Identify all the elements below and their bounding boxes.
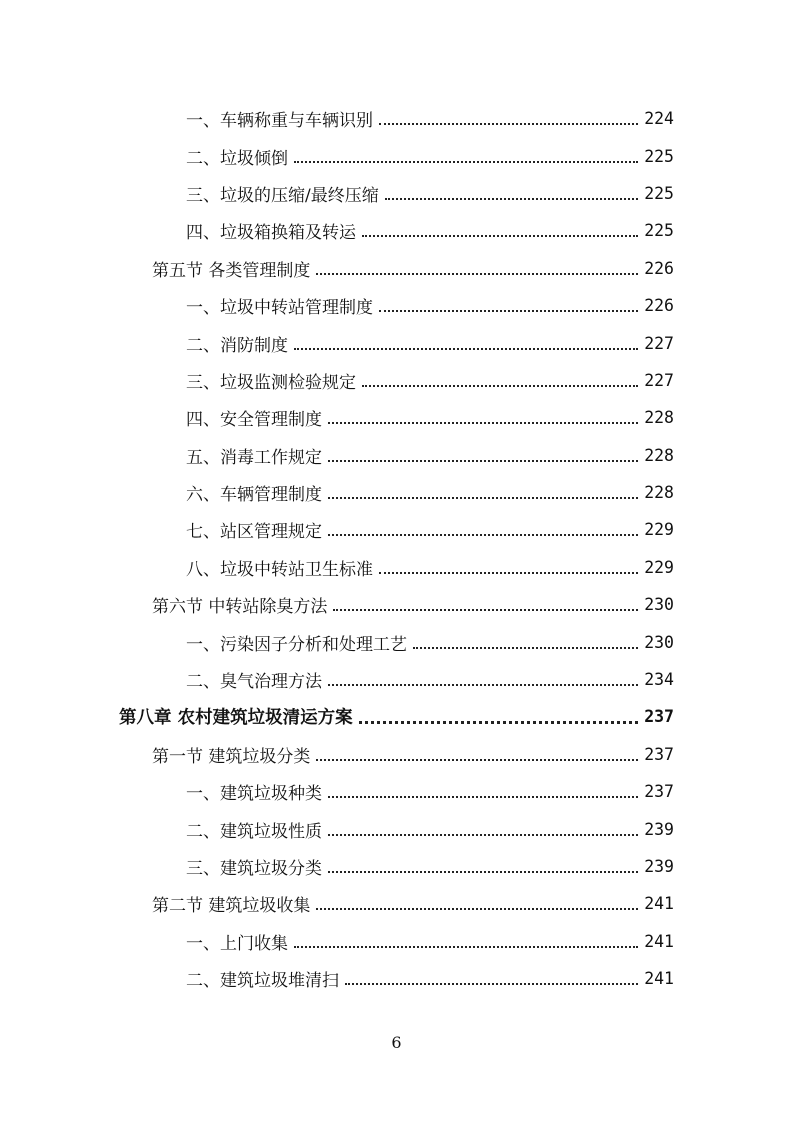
- toc-entry[interactable]: [0, 623, 793, 660]
- toc-entry[interactable]: [0, 137, 793, 174]
- toc-entry-page: 230: [644, 595, 674, 615]
- toc-entry-title: 第二节 建筑垃圾收集: [152, 896, 311, 917]
- dot-leader: [294, 945, 638, 948]
- dot-leader: [294, 347, 638, 350]
- toc-entry-page: 225: [644, 146, 674, 166]
- toc-entry-page: 224: [644, 109, 674, 129]
- toc-entry[interactable]: [0, 511, 793, 548]
- toc-entry-title: 第八章 农村建筑垃圾清运方案: [119, 708, 353, 729]
- toc-section-entry[interactable]: [0, 586, 793, 623]
- toc-entry-title: 一、垃圾中转站管理制度: [186, 298, 373, 319]
- toc-entry-page: 226: [644, 296, 674, 316]
- toc-entry[interactable]: [0, 175, 793, 212]
- toc-entry[interactable]: [0, 923, 793, 960]
- dot-leader: [362, 234, 638, 237]
- toc-entry[interactable]: [0, 773, 793, 810]
- toc-entry-title: 一、车辆称重与车辆识别: [186, 111, 373, 132]
- toc-entry-title: 二、臭气治理方法: [186, 672, 322, 693]
- toc-entry-title: 六、车辆管理制度: [186, 485, 322, 506]
- toc-entry-page: 241: [644, 969, 674, 989]
- dot-leader: [316, 272, 638, 275]
- toc-entry-page: 229: [644, 520, 674, 540]
- dot-leader: [328, 459, 638, 462]
- table-of-contents: [0, 100, 793, 997]
- dot-leader: [294, 160, 638, 163]
- toc-entry-title: 二、建筑垃圾性质: [186, 821, 322, 842]
- toc-entry[interactable]: [0, 848, 793, 885]
- toc-entry-title: 三、垃圾监测检验规定: [186, 372, 356, 393]
- dot-leader: [328, 683, 638, 686]
- toc-entry-title: 三、建筑垃圾分类: [186, 859, 322, 879]
- toc-entry-page: 230: [644, 632, 674, 652]
- toc-entry-page: 237: [644, 782, 674, 802]
- toc-section-entry[interactable]: [0, 885, 793, 922]
- toc-entry-page: 228: [644, 408, 674, 428]
- toc-section-entry[interactable]: [0, 250, 793, 287]
- toc-entry-page: 228: [644, 445, 674, 465]
- toc-entry-page: 239: [644, 819, 674, 839]
- toc-entry-page: 228: [644, 483, 674, 503]
- toc-entry[interactable]: [0, 437, 793, 474]
- dot-leader: [328, 870, 638, 873]
- toc-entry[interactable]: [0, 810, 793, 847]
- dot-leader: [328, 533, 638, 536]
- dot-leader: [379, 122, 638, 125]
- dot-leader: [413, 646, 638, 649]
- dot-leader: [328, 833, 638, 836]
- toc-entry-page: 234: [644, 670, 674, 690]
- toc-entry-title: 二、建筑垃圾堆清扫: [186, 971, 339, 992]
- page-number: 6: [391, 1033, 402, 1052]
- toc-entry-page: 227: [644, 333, 674, 353]
- toc-entry-title: 一、建筑垃圾种类: [186, 784, 322, 805]
- dot-leader: [328, 795, 638, 798]
- toc-entry-page: 241: [644, 894, 674, 914]
- toc-entry-page: 241: [644, 931, 674, 951]
- toc-entry-title: 二、消防制度: [186, 335, 288, 356]
- dot-leader: [333, 608, 638, 611]
- toc-entry-title: 五、消毒工作规定: [186, 447, 322, 468]
- toc-entry-title: 四、垃圾箱换箱及转运: [186, 223, 356, 244]
- toc-entry-page: 226: [644, 258, 674, 278]
- toc-entry-title: 一、上门收集: [186, 933, 288, 954]
- dot-leader: [359, 720, 639, 724]
- dot-leader: [328, 496, 638, 499]
- toc-entry-title: 七、站区管理规定: [186, 522, 322, 543]
- toc-section-entry[interactable]: [0, 736, 793, 773]
- toc-entry-page: 227: [644, 370, 674, 390]
- toc-entry[interactable]: [0, 474, 793, 511]
- toc-entry[interactable]: [0, 100, 793, 137]
- toc-entry-page: 237: [644, 744, 674, 764]
- toc-entry[interactable]: [0, 287, 793, 324]
- toc-entry-title: 二、垃圾倾倒: [186, 148, 288, 169]
- dot-leader: [379, 571, 638, 574]
- toc-entry[interactable]: [0, 960, 793, 997]
- dot-leader: [316, 907, 638, 910]
- toc-entry-title: 四、安全管理制度: [186, 410, 322, 431]
- toc-entry[interactable]: [0, 212, 793, 249]
- toc-entry-page: 225: [644, 221, 674, 241]
- dot-leader: [385, 197, 638, 200]
- toc-entry-page: 237: [644, 707, 674, 727]
- dot-leader: [316, 758, 638, 761]
- toc-entry-page: 239: [644, 857, 674, 876]
- dot-leader: [328, 421, 638, 424]
- toc-entry[interactable]: [0, 399, 793, 436]
- toc-chapter-entry[interactable]: [0, 698, 793, 735]
- toc-entry-title: 第五节 各类管理制度: [152, 260, 311, 281]
- toc-entry-title: 八、垃圾中转站卫生标准: [186, 559, 373, 580]
- toc-entry[interactable]: [0, 362, 793, 399]
- dot-leader: [362, 384, 638, 387]
- dot-leader: [345, 982, 638, 985]
- toc-entry-page: 225: [644, 183, 674, 203]
- toc-entry-page: 229: [644, 557, 674, 577]
- toc-entry-title: 三、垃圾的压缩/最终压缩: [186, 185, 379, 206]
- dot-leader: [379, 309, 638, 312]
- toc-entry[interactable]: [0, 324, 793, 361]
- toc-entry-title: 一、污染因子分析和处理工艺: [186, 634, 407, 655]
- toc-entry-title: 第六节 中转站除臭方法: [152, 597, 328, 618]
- toc-entry[interactable]: [0, 549, 793, 586]
- toc-entry[interactable]: [0, 661, 793, 698]
- toc-entry-title: 第一节 建筑垃圾分类: [152, 746, 311, 767]
